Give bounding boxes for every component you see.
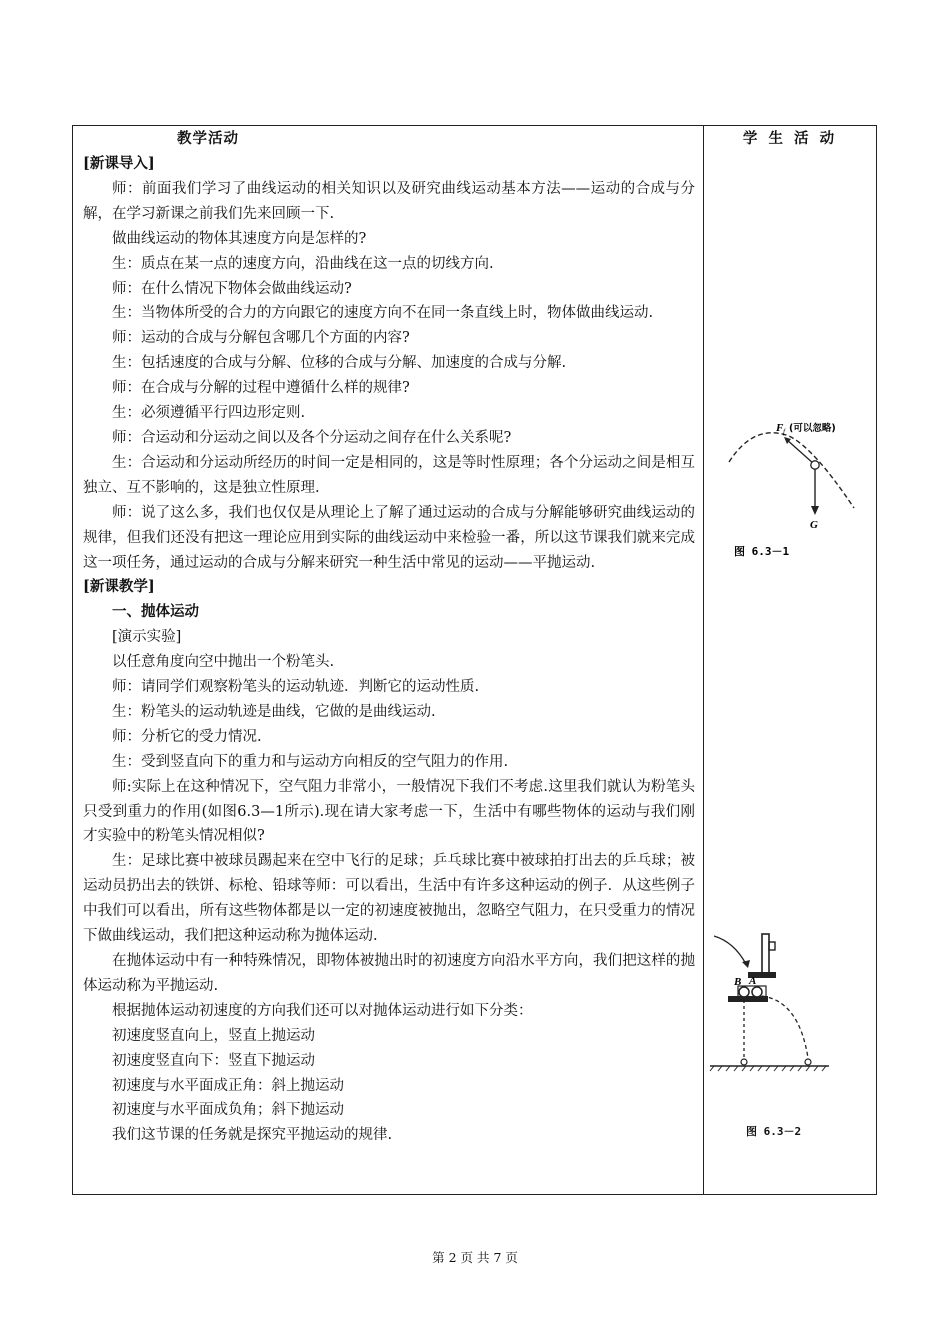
lesson-table [72, 125, 877, 1195]
paragraph: 初速度竖直向上，竖直上抛运动 [112, 1027, 315, 1044]
paragraph: 初速度与水平面成负角；斜下抛运动 [112, 1102, 344, 1119]
apparatus-post [762, 934, 769, 974]
ball-b [739, 987, 749, 997]
paragraph: 生：受到竖直向下的重力和与运动方向相反的空气阻力的作用. [112, 753, 509, 770]
paragraph: 师：说了这么多，我们也仅仅是从理论上了解了通过运动的合成与分解能够研究曲线运动的规律，但我们还没有把这一理论应用到实际的曲线运动中来检验一番，所以这节课我们就来完成这一项任务，通过运动的合成与分解来研究一种生活中常见的运动——平抛运动. [83, 504, 695, 571]
landing-a [805, 1059, 811, 1065]
student-activity-column [704, 126, 876, 1194]
paragraph: 以任意角度向空中抛出一个粉笔头. [112, 654, 335, 671]
paragraph: 我们这节课的任务就是探究平抛运动的规律. [112, 1127, 393, 1144]
subsection-heading: 一、抛体运动 [112, 603, 199, 621]
figure-caption: 图 6.3－1 [734, 545, 790, 558]
paragraph: 生：包括速度的合成与分解、位移的合成与分解、加速度的合成与分解. [112, 355, 567, 372]
student-column-header: 学 生 活 动 [742, 130, 838, 147]
paragraph: 生：当物体所受的合力的方向跟它的速度方向不在同一条直线上时，物体做曲线运动. [112, 305, 654, 322]
chalk-ball [811, 461, 819, 469]
force-label: F [776, 422, 784, 434]
figure-trajectory-diagram [704, 418, 876, 568]
paragraph: 生：必须遵循平行四边形定则. [112, 405, 306, 422]
paragraph: 师：在什么情况下物体会做曲线运动? [112, 280, 352, 297]
paragraph: 初速度与水平面成正角：斜上抛运动 [112, 1077, 344, 1094]
apparatus-clamp [769, 942, 775, 950]
teacher-activity-column [73, 126, 703, 1148]
hammer-arrowhead [742, 960, 750, 968]
paragraph: 在抛体运动中有一种特殊情况，即物体被抛出时的初速度方向沿水平方向，我们把这样的抛体运动称为平抛运动. [83, 953, 695, 994]
paragraph: 师：在合成与分解的过程中遵循什么样的规律? [112, 380, 410, 397]
figure-apparatus-diagram [704, 916, 876, 1076]
paragraph: 做曲线运动的物体其速度方向是怎样的? [112, 230, 367, 247]
paragraph: 师：运动的合成与分解包含哪几个方面的内容? [112, 330, 410, 347]
paragraph: 生：合运动和分运动所经历的时间一定是相同的，这是等时性原理；各个分运动之间是相互独立、互不影响的，这是独立性原理. [83, 454, 695, 496]
page-footer: 第 2 页 共 7 页 [432, 1250, 518, 1265]
paragraph: 师：分析它的受力情况. [112, 728, 262, 745]
teacher-column-header: 教学活动 [177, 130, 239, 147]
paragraph: 师：前面我们学习了曲线运动的相关知识以及研究曲线运动基本方法——运动的合成与分解，在学习新课之前我们先来回顾一下. [83, 180, 695, 222]
force-subscript: f [783, 428, 785, 436]
gravity-label: G [810, 519, 818, 531]
gravity-arrowhead [811, 506, 819, 515]
ball-a [752, 987, 762, 997]
paragraph: 根据抛体运动初速度的方向我们还可以对抛体运动进行如下分类： [112, 1002, 533, 1019]
section-heading: [新课教学] [83, 578, 155, 596]
apparatus-base [728, 996, 768, 1002]
figure2-caption: 图 6.3－2 [746, 1125, 802, 1138]
section-heading: [新课导入] [83, 155, 155, 172]
force-note: (可以忽略) [789, 423, 836, 434]
paragraph: 师：合运动和分运动之间以及各个分运动之间存在什么关系呢? [112, 429, 512, 446]
paragraph: [演示实验] [112, 629, 182, 646]
parabolic-path-a [762, 996, 808, 1058]
landing-b [741, 1059, 747, 1065]
label-b: B [734, 976, 742, 988]
paragraph: 初速度竖直向下：竖直下抛运动 [112, 1052, 315, 1069]
label-a: A [749, 975, 757, 987]
paragraph: 生：粉笔头的运动轨迹是曲线，它做的是曲线运动. [112, 703, 436, 720]
paragraph: 生：足球比赛中被球员踢起来在空中飞行的足球；乒乓球比赛中被球拍打出去的乒乓球；被运动员扔出去的铁饼、标枪、铅球等师：可以看出，生活中有许多这种运动的例子．从这些例子中我们可以看出，所有这些物体都是以一定的初速度被抛出，忽略空气阻力，在只受重力的情况下做曲线运动，我们把这种运动称为抛体运动. [83, 853, 695, 945]
paragraph: 生：质点在某一点的速度方向，沿曲线在这一点的切线方向. [112, 255, 494, 272]
hammer-arrow [714, 936, 746, 964]
paragraph: 师:实际上在这种情况下，空气阻力非常小，一般情况下我们不考虑.这里我们就认为粉笔头只受到重力的作用(如图6.3—1所示).现在请大家考虑一下，生活中有哪些物体的运动与我们刚才实验中的粉笔头情况相似? [83, 778, 695, 845]
paragraph: 师：请同学们观察粉笔头的运动轨迹．判断它的运动性质. [112, 679, 480, 696]
